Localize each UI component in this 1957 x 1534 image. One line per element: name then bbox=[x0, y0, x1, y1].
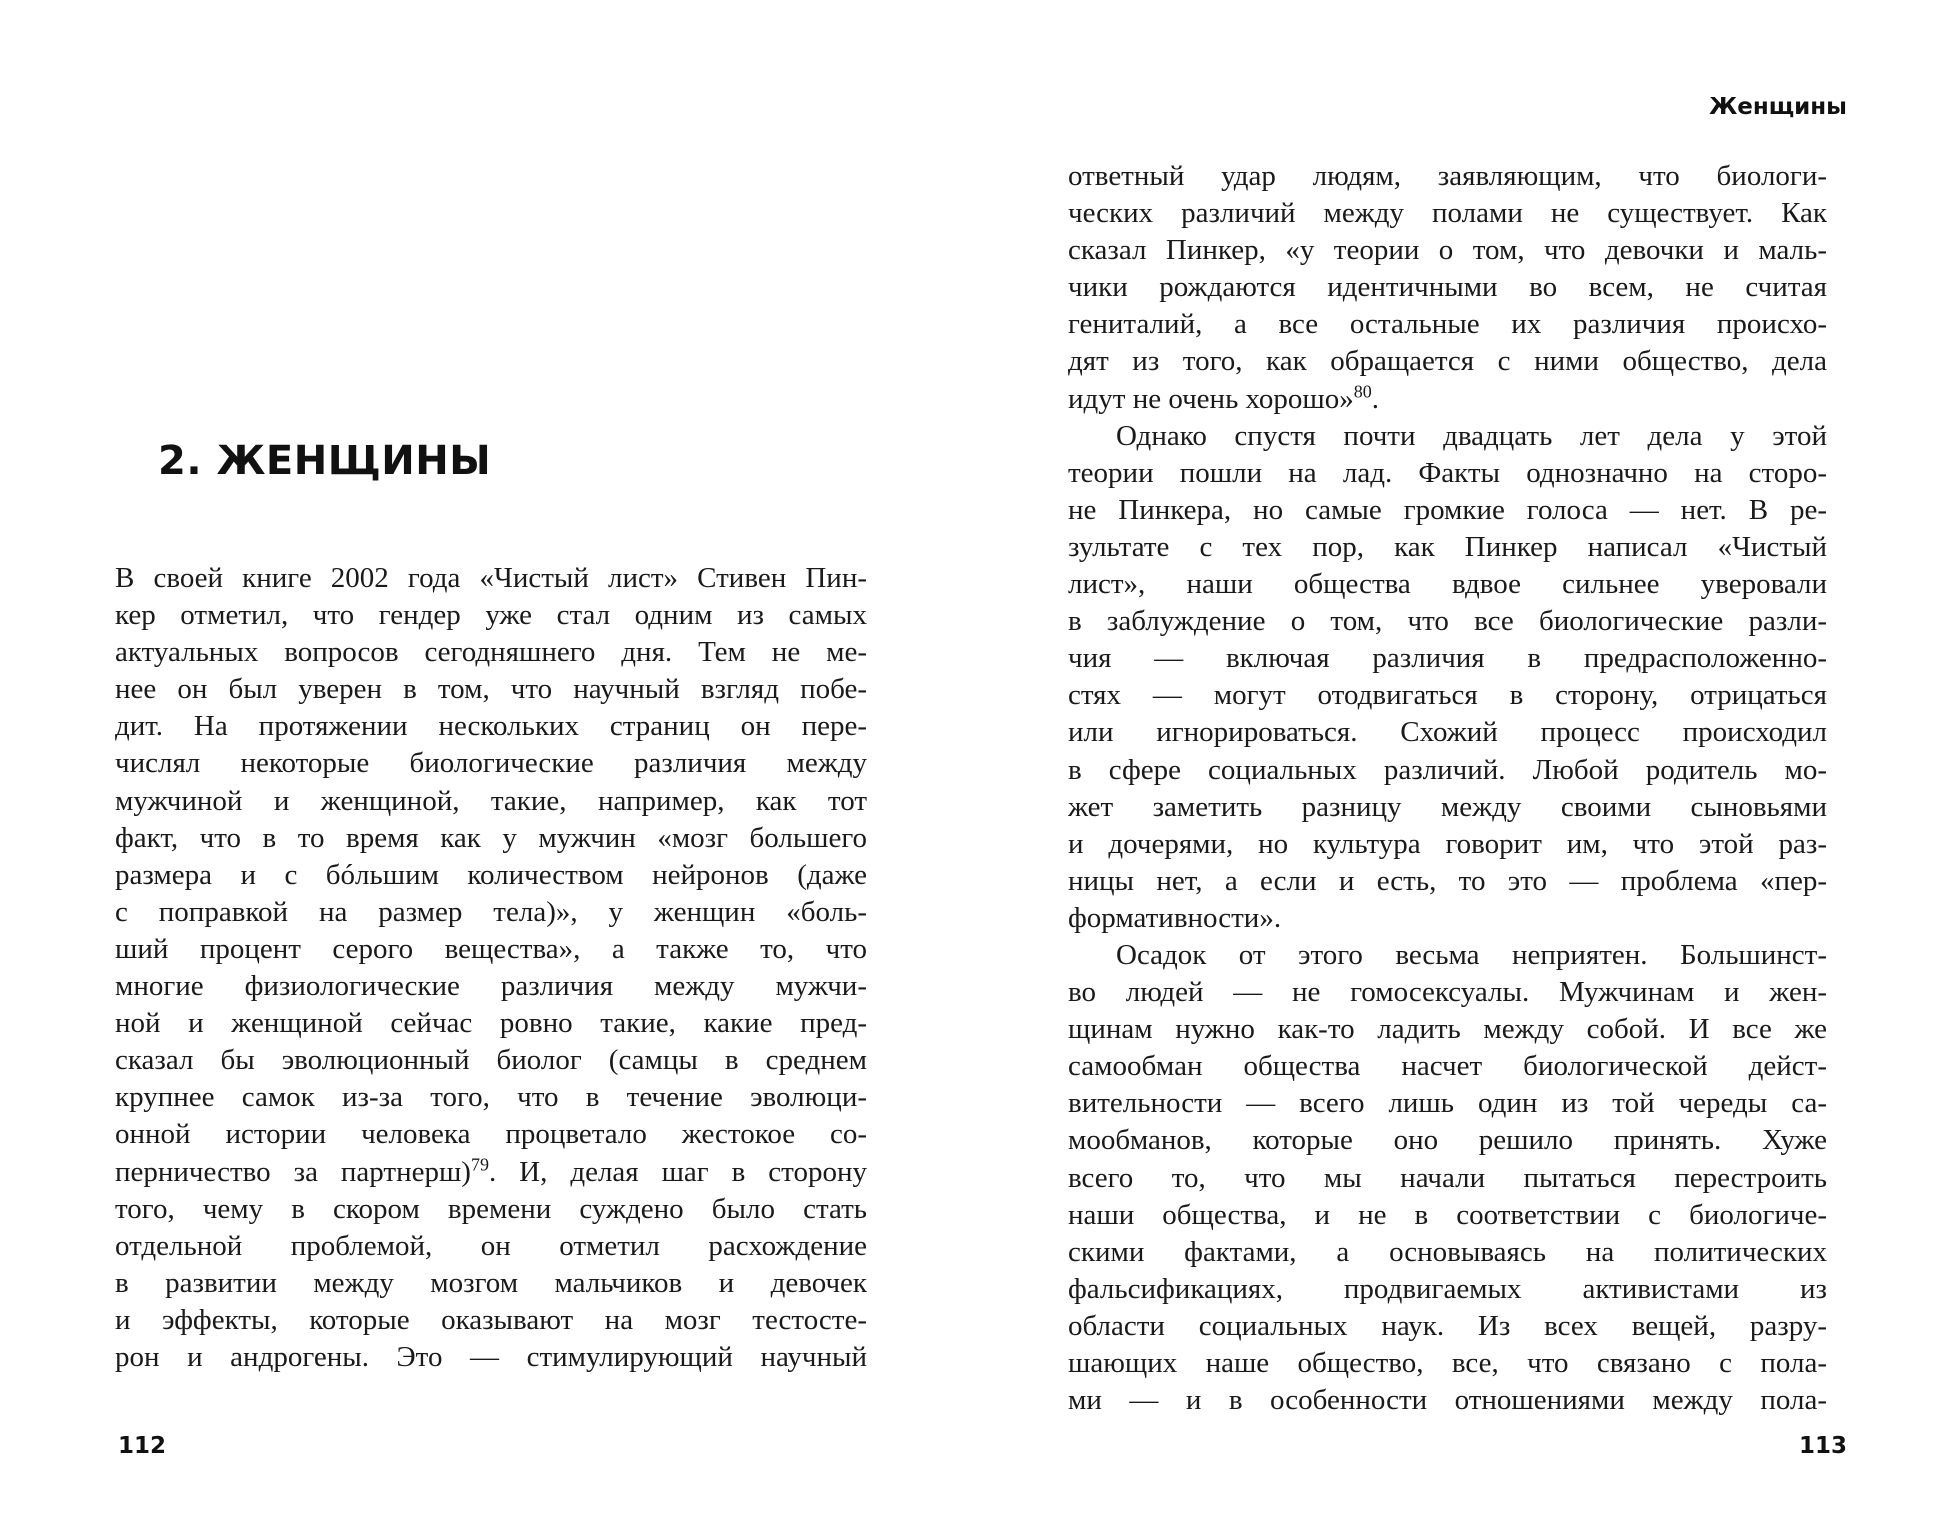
left-body-text bbox=[115, 560, 867, 1376]
footnote-ref: 80 bbox=[1353, 380, 1372, 401]
right-body-text bbox=[1068, 158, 1827, 1419]
text-line: зультате с тех пор, как Пинкер написал «Чистый bbox=[1068, 530, 1827, 563]
text-line: шающих наше общество, все, что связано с пола- bbox=[1068, 1347, 1827, 1379]
running-head: Женщины bbox=[1709, 94, 1847, 120]
text-line: всего то, что мы начали пытаться перестроить bbox=[1068, 1161, 1827, 1194]
text-line: мообманов, которые оно решило принять. Хуже bbox=[1068, 1124, 1827, 1157]
text-line: с поправкой на размер тела)», у женщин «боль- bbox=[115, 895, 867, 928]
text-line: фальсификациях, продвигаемых активистами из bbox=[1068, 1272, 1827, 1305]
text-line: размера и с бóльшим количеством нейронов (даже bbox=[115, 858, 867, 891]
text-line: щинам нужно как-то ладить между собой. И все же bbox=[1068, 1013, 1827, 1046]
text-line: не Пинкера, но самые громкие голоса — нет. В ре- bbox=[1068, 493, 1827, 526]
text-line: дит. На протяжении нескольких страниц он пере- bbox=[115, 710, 867, 743]
text-line: отдельной проблемой, он отметил расхождение bbox=[115, 1229, 867, 1262]
text-line: ми — и в особенности отношениями между пола- bbox=[1068, 1384, 1827, 1417]
text-line: онной истории человека процветало жестокое со- bbox=[115, 1118, 867, 1151]
text-line: и дочерями, но культура говорит им, что этой раз- bbox=[1068, 827, 1827, 860]
text-line: скими фактами, а основываясь на политических bbox=[1068, 1235, 1827, 1268]
page-number: 113 bbox=[1798, 1433, 1847, 1459]
text-line: того, чему в скором времени суждено было стать bbox=[115, 1192, 867, 1225]
text-line: числял некоторые биологические различия между bbox=[115, 747, 867, 780]
text-line: ческих различий между полами не существует. Как bbox=[1068, 197, 1827, 230]
text-line: В своей книге 2002 года «Чистый лист» Стивен Пин- bbox=[115, 562, 867, 594]
text-segment: перничество за партнерш) bbox=[115, 1155, 471, 1188]
chapter-title: 2. ЖЕНЩИНЫ bbox=[158, 438, 492, 484]
text-line: крупнее самок из-за того, что в течение эволюци- bbox=[115, 1081, 867, 1114]
paragraph-first-line: Осадок от этого весьма неприятен. Большинст- bbox=[1116, 938, 1827, 971]
text-line: многие физиологические различия между мужчи- bbox=[115, 970, 867, 1003]
text-line: чики рождаются идентичными во всем, не считая bbox=[1068, 271, 1827, 304]
text-line: вительности — всего лишь один из той череды са- bbox=[1068, 1087, 1827, 1120]
text-line: рон и андрогены. Это — стимулирующий научный bbox=[115, 1340, 867, 1373]
text-line: ницы нет, а если и есть, то это — проблема «пер- bbox=[1068, 864, 1827, 897]
text-line: наши общества, и не в соответствии с биологиче- bbox=[1068, 1198, 1827, 1231]
text-line: кер отметил, что гендер уже стал одним из самых bbox=[115, 599, 867, 632]
text-line: в сфере социальных различий. Любой родитель мо- bbox=[1068, 753, 1827, 786]
text-line: актуальных вопросов сегодняшнего дня. Тем не ме- bbox=[115, 636, 867, 669]
text-line: факт, что в то время как у мужчин «мозг большего bbox=[115, 821, 867, 854]
text-line: самообман общества насчет биологической дейст- bbox=[1068, 1050, 1827, 1083]
text-line-with-footnote: идут не очень хорошо»$^{80}$. bbox=[1068, 380, 1380, 415]
text-line: формативности». bbox=[1068, 901, 1282, 934]
text-line: в развитии между мозгом мальчиков и девочек bbox=[115, 1266, 867, 1299]
text-line: теории пошли на лад. Факты однозначно на сторо- bbox=[1068, 456, 1827, 489]
text-line: сказал Пинкер, «у теории о том, что девочки и маль- bbox=[1068, 234, 1827, 267]
text-line: чия — включая различия в предрасположенно- bbox=[1068, 642, 1827, 675]
footnote-ref: 79 bbox=[470, 1153, 489, 1174]
text-line: нее он был уверен в том, что научный взгляд побе- bbox=[115, 673, 867, 706]
right-page bbox=[978, 0, 1957, 1534]
text-line: во людей — не гомосексуалы. Мужчинам и жен- bbox=[1068, 976, 1827, 1009]
text-line: дят из того, как обращается с ними общество, дела bbox=[1068, 345, 1827, 378]
paragraph-first-line: Однако спустя почти двадцать лет дела у этой bbox=[1116, 419, 1827, 452]
text-line: и эффекты, которые оказывают на мозг тестосте- bbox=[115, 1303, 867, 1336]
text-line: области социальных наук. Из всех вещей, разру- bbox=[1068, 1309, 1827, 1342]
text-line: мужчиной и женщиной, такие, например, как тот bbox=[115, 784, 867, 817]
text-line: лист», наши общества вдвое сильнее уверовали bbox=[1068, 568, 1827, 601]
text-line-with-footnote bbox=[115, 1154, 867, 1191]
text-line: стях — могут отодвигаться в сторону, отрицаться bbox=[1068, 679, 1827, 712]
page-number: 112 bbox=[118, 1433, 167, 1459]
text-line: ответный удар людям, заявляющим, что биологи- bbox=[1068, 160, 1827, 192]
text-segment: . И, делая шаг в сторону bbox=[488, 1155, 867, 1188]
text-line: в заблуждение о том, что все биологические разли- bbox=[1068, 605, 1827, 638]
text-line: ший процент серого вещества», а также то, что bbox=[115, 932, 867, 965]
text-line: ной и женщиной сейчас ровно такие, какие пред- bbox=[115, 1007, 867, 1040]
text-line: сказал бы эволюционный биолог (самцы в среднем bbox=[115, 1044, 867, 1077]
text-line: гениталий, а все остальные их различия происхо- bbox=[1068, 308, 1827, 341]
text-segment: идут не очень хорошо» bbox=[1068, 382, 1354, 415]
left-page bbox=[0, 0, 978, 1534]
text-line: жет заметить разницу между своими сыновьями bbox=[1068, 790, 1827, 823]
text-line: или игнорироваться. Схожий процесс происходил bbox=[1068, 716, 1827, 749]
